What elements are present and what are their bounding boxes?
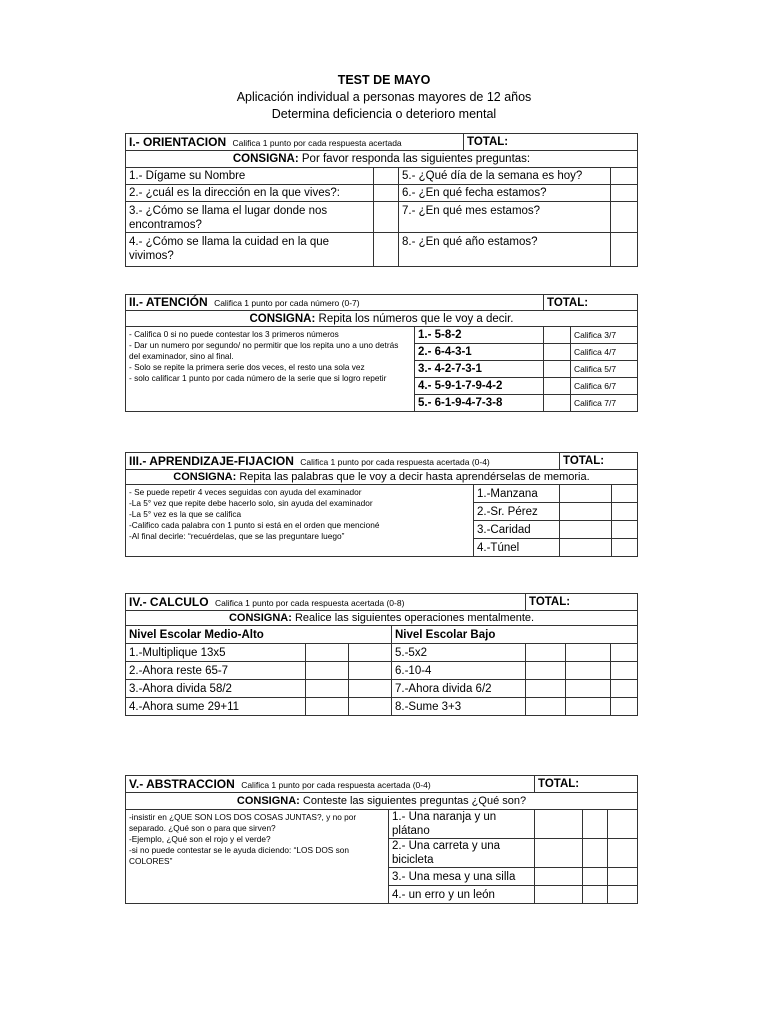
answer-cell[interactable] bbox=[611, 185, 638, 202]
answer-cell[interactable] bbox=[544, 361, 571, 378]
answer-cell[interactable] bbox=[306, 680, 349, 698]
operation: 4.-Ahora sume 29+11 bbox=[126, 698, 306, 716]
section-orientacion bbox=[125, 133, 638, 267]
answer-cell[interactable] bbox=[535, 839, 583, 868]
question: 1.- Dígame su Nombre bbox=[126, 168, 374, 185]
total-field[interactable]: TOTAL: bbox=[464, 134, 638, 151]
operation: 7.-Ahora divida 6/2 bbox=[392, 680, 526, 698]
consigna-label: CONSIGNA: bbox=[173, 471, 237, 483]
section-header-cell bbox=[126, 134, 464, 151]
answer-cell[interactable] bbox=[583, 868, 608, 886]
question: 5.- ¿Qué día de la semana es hoy? bbox=[399, 168, 611, 185]
answer-cell[interactable] bbox=[374, 233, 399, 267]
section-header-cell bbox=[126, 594, 526, 611]
section-header-cell bbox=[126, 453, 560, 470]
consigna-text: Repita los números que le voy a decir. bbox=[318, 312, 514, 325]
answer-cell[interactable] bbox=[566, 662, 611, 680]
operation: 2.-Ahora reste 65-7 bbox=[126, 662, 306, 680]
answer-cell[interactable] bbox=[526, 698, 566, 716]
answer-cell[interactable] bbox=[535, 868, 583, 886]
instruction-note: -insistir en ¿QUE SON LOS DOS COSAS JUNTAS?, y no por separado. ¿Qué son o para que sirven? bbox=[129, 812, 357, 833]
answer-cell[interactable] bbox=[560, 503, 612, 521]
answer-cell[interactable] bbox=[544, 344, 571, 361]
answer-cell[interactable] bbox=[566, 680, 611, 698]
answer-cell[interactable] bbox=[611, 202, 638, 233]
answer-cell[interactable] bbox=[612, 521, 638, 539]
instruction-note: - Solo se repite la primera serie dos veces, el resto una sola vez bbox=[129, 362, 365, 372]
question: 2.- ¿cuál es la dirección en la que vives?: bbox=[126, 185, 374, 202]
answer-cell[interactable] bbox=[526, 662, 566, 680]
question: 7.- ¿En qué mes estamos? bbox=[399, 202, 611, 233]
document-title: TEST DE MAYO bbox=[337, 73, 431, 87]
grade-label: Califica 7/7 bbox=[571, 395, 638, 412]
operation: 8.-Sume 3+3 bbox=[392, 698, 526, 716]
section-criteria: Califica 1 punto por cada respuesta acertada (0-4) bbox=[241, 779, 431, 790]
instructions-cell bbox=[126, 810, 389, 904]
answer-cell[interactable] bbox=[583, 810, 608, 839]
operation: 3.-Ahora divida 58/2 bbox=[126, 680, 306, 698]
answer-cell[interactable] bbox=[566, 698, 611, 716]
question: 3.- ¿Cómo se llama el lugar donde nos encontramos? bbox=[126, 202, 374, 233]
abstraction-item: 2.- Una carreta y una bicicleta bbox=[389, 839, 535, 868]
number-series: 1.- 5-8-2 bbox=[415, 327, 544, 344]
consigna-text: Por favor responda las siguientes preguntas: bbox=[301, 153, 531, 165]
grade-label: Califica 6/7 bbox=[571, 378, 638, 395]
answer-cell[interactable] bbox=[612, 539, 638, 557]
answer-cell[interactable] bbox=[608, 886, 638, 904]
instruction-note: - Dar un numero por segundo/ no permitir que los repita uno a uno detrás del examinador, sino al final. bbox=[129, 340, 399, 361]
answer-cell[interactable] bbox=[608, 868, 638, 886]
level-header: Nivel Escolar Bajo bbox=[392, 626, 638, 644]
word-item: 3.-Caridad bbox=[474, 521, 560, 539]
section-header-cell bbox=[126, 776, 535, 793]
consigna-row bbox=[126, 611, 638, 626]
answer-cell[interactable] bbox=[611, 644, 638, 662]
consigna-label: CONSIGNA: bbox=[249, 312, 316, 325]
instruction-note: -La 5° vez que repite debe hacerlo solo, sin ayuda del examinador bbox=[129, 498, 373, 508]
total-field[interactable]: TOTAL: bbox=[535, 776, 638, 793]
answer-cell[interactable] bbox=[566, 644, 611, 662]
answer-cell[interactable] bbox=[306, 698, 349, 716]
word-item: 2.-Sr. Pérez bbox=[474, 503, 560, 521]
answer-cell[interactable] bbox=[611, 168, 638, 185]
document-subtitle: Aplicación individual a personas mayores de 12 años bbox=[236, 90, 532, 104]
operation: 6.-10-4 bbox=[392, 662, 526, 680]
answer-cell[interactable] bbox=[526, 644, 566, 662]
grade-label: Califica 5/7 bbox=[571, 361, 638, 378]
consigna-text: Conteste las siguientes preguntas ¿Qué son? bbox=[302, 795, 527, 807]
answer-cell[interactable] bbox=[374, 185, 399, 202]
section-criteria: Califica 1 punto por cada número (0-7) bbox=[214, 298, 360, 308]
answer-cell[interactable] bbox=[583, 886, 608, 904]
number-series: 5.- 6-1-9-4-7-3-8 bbox=[415, 395, 544, 412]
section-abstraccion bbox=[125, 775, 638, 904]
consigna-label: CONSIGNA: bbox=[228, 612, 292, 624]
operation: 5.-5x2 bbox=[392, 644, 526, 662]
question: 8.- ¿En qué año estamos? bbox=[399, 233, 611, 267]
question: 4.- ¿Cómo se llama la cuidad en la que vivimos? bbox=[126, 233, 374, 267]
answer-cell[interactable] bbox=[349, 644, 392, 662]
answer-cell[interactable] bbox=[349, 680, 392, 698]
section-aprendizaje bbox=[125, 452, 638, 557]
answer-cell[interactable] bbox=[608, 839, 638, 868]
instruction-note: -La 5° vez es la que se califica bbox=[129, 509, 242, 519]
answer-cell[interactable] bbox=[535, 886, 583, 904]
instructions-cell bbox=[126, 485, 474, 557]
instruction-note: -si no puede contestar se le ayuda diciendo: “LOS DOS son COLORES” bbox=[129, 845, 349, 866]
total-field[interactable]: TOTAL: bbox=[560, 453, 638, 470]
answer-cell[interactable] bbox=[374, 168, 399, 185]
section-criteria: Califica 1 punto por cada respuesta acertada (0-8) bbox=[214, 597, 405, 608]
section-criteria: Califica 1 punto por cada respuesta acertada bbox=[232, 137, 402, 148]
number-series: 2.- 6-4-3-1 bbox=[415, 344, 544, 361]
level-header: Nivel Escolar Medio-Alto bbox=[126, 626, 392, 644]
consigna-row bbox=[126, 793, 638, 810]
number-series: 4.- 5-9-1-7-9-4-2 bbox=[415, 378, 544, 395]
operation: 1.-Multiplique 13x5 bbox=[126, 644, 306, 662]
word-item: 4.-Túnel bbox=[474, 539, 560, 557]
section-calculo bbox=[125, 593, 638, 716]
question: 6.- ¿En qué fecha estamos? bbox=[399, 185, 611, 202]
instructions-cell bbox=[126, 327, 415, 412]
consigna-text: Repita las palabras que le voy a decir hasta aprendérselas de memoria. bbox=[239, 471, 590, 483]
consigna-label: CONSIGNA: bbox=[236, 795, 300, 807]
instruction-note: - Se puede repetir 4 veces seguidas con ayuda del examinador bbox=[129, 487, 362, 497]
consigna-row bbox=[126, 470, 638, 485]
answer-cell[interactable] bbox=[349, 662, 392, 680]
consigna-label: CONSIGNA: bbox=[232, 153, 299, 165]
answer-cell[interactable] bbox=[526, 680, 566, 698]
instruction-note: -Califico cada palabra con 1 punto si está en el orden que mencioné bbox=[129, 520, 380, 530]
abstraction-item: 3.- Una mesa y una silla bbox=[389, 868, 535, 886]
answer-cell[interactable] bbox=[612, 503, 638, 521]
answer-cell[interactable] bbox=[583, 839, 608, 868]
document-header bbox=[0, 72, 768, 123]
answer-cell[interactable] bbox=[608, 810, 638, 839]
section-header-cell bbox=[126, 295, 544, 311]
total-field[interactable]: TOTAL: bbox=[526, 594, 638, 611]
consigna-row bbox=[126, 151, 638, 168]
grade-label: Califica 3/7 bbox=[571, 327, 638, 344]
answer-cell[interactable] bbox=[535, 810, 583, 839]
answer-cell[interactable] bbox=[374, 202, 399, 233]
abstraction-item: 1.- Una naranja y un plátano bbox=[389, 810, 535, 839]
answer-cell[interactable] bbox=[611, 680, 638, 698]
answer-cell[interactable] bbox=[349, 698, 392, 716]
answer-cell[interactable] bbox=[544, 378, 571, 395]
section-title: I.- ORIENTACION bbox=[129, 134, 227, 149]
answer-cell[interactable] bbox=[560, 485, 612, 503]
answer-cell[interactable] bbox=[612, 485, 638, 503]
grade-label: Califica 4/7 bbox=[571, 344, 638, 361]
document-subtitle-2: Determina deficiencia o deterioro mental bbox=[271, 107, 497, 121]
answer-cell[interactable] bbox=[544, 395, 571, 412]
abstraction-item: 4.- un erro y un león bbox=[389, 886, 535, 904]
answer-cell[interactable] bbox=[560, 521, 612, 539]
word-item: 1.-Manzana bbox=[474, 485, 560, 503]
answer-cell[interactable] bbox=[611, 662, 638, 680]
consigna-text: Realice las siguientes operaciones mentalmente. bbox=[294, 612, 535, 624]
number-series: 3.- 4-2-7-3-1 bbox=[415, 361, 544, 378]
instruction-note: - Califica 0 si no puede contestar los 3 primeros números bbox=[129, 329, 339, 339]
section-title: IV.- CALCULO bbox=[129, 594, 209, 609]
section-title: III.- APRENDIZAJE-FIJACION bbox=[129, 453, 294, 468]
section-title: V.- ABSTRACCION bbox=[129, 776, 235, 791]
instruction-note: - solo calificar 1 punto por cada número de la serie que si logro repetir bbox=[129, 373, 387, 383]
answer-cell[interactable] bbox=[544, 327, 571, 344]
answer-cell[interactable] bbox=[306, 644, 349, 662]
answer-cell[interactable] bbox=[611, 233, 638, 267]
section-atencion bbox=[125, 294, 638, 412]
section-title: II.- ATENCIÓN bbox=[129, 295, 208, 309]
answer-cell[interactable] bbox=[611, 698, 638, 716]
answer-cell[interactable] bbox=[560, 539, 612, 557]
instruction-note: -Ejemplo, ¿Qué son el rojo y el verde? bbox=[129, 834, 271, 844]
instruction-note: -Al final decirle: “recuérdelas, que se las preguntare luego” bbox=[129, 531, 345, 541]
total-field[interactable]: TOTAL: bbox=[544, 295, 638, 311]
section-criteria: Califica 1 punto por cada respuesta acertada (0-4) bbox=[300, 456, 490, 467]
answer-cell[interactable] bbox=[306, 662, 349, 680]
consigna-row bbox=[126, 311, 638, 327]
